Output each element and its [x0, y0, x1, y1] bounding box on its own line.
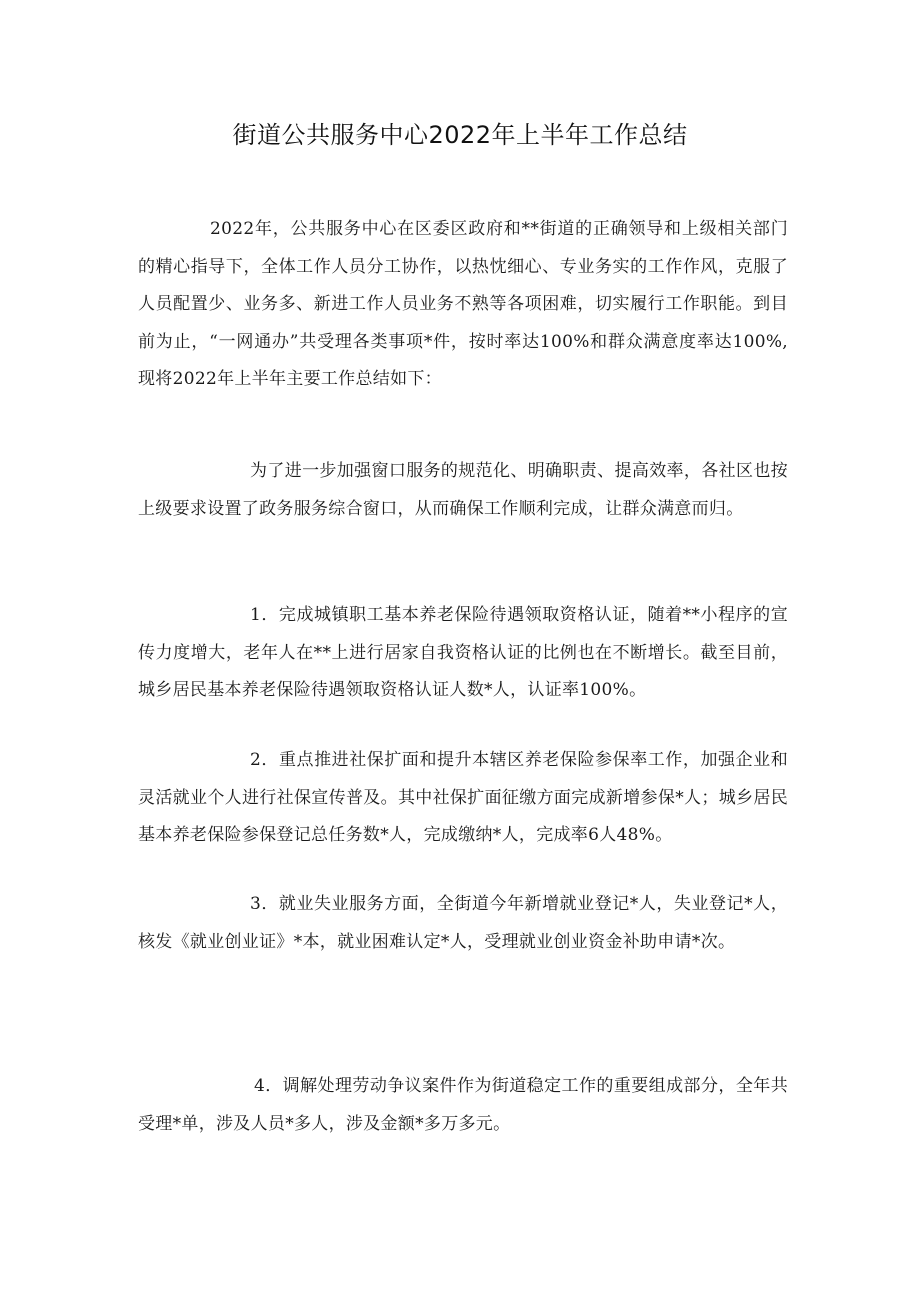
paragraph-item-2: 2．重点推进社保扩面和提升本辖区养老保险参保率工作，加强企业和灵活就业个人进行社保宣传普及。其中社保扩面征缴方面完成新增参保*人；城乡居民基本养老保险参保登记总任务数*人，完成缴纳*人，完成率6人48%。	[138, 750, 788, 846]
paragraph-item-3: 3．就业失业服务方面，全街道今年新增就业登记*人，失业登记*人，核发《就业创业证》*本，就业困难认定*人，受理就业创业资金补助申请*次。	[138, 894, 788, 952]
paragraph-item-4: 4．调解处理劳动争议案件作为街道稳定工作的重要组成部分，全年共受理*单，涉及人员*多人，涉及金额*多万多元。	[138, 1076, 788, 1134]
paragraph-window-service: 为了进一步加强窗口服务的规范化、明确职责、提高效率，各社区也按上级要求设置了政务服务综合窗口，从而确保工作顺利完成，让群众满意而归。	[138, 461, 788, 519]
document-title: 街道公共服务中心2022年上半年工作总结	[232, 121, 688, 149]
paragraph-intro: 2022年，公共服务中心在区委区政府和**街道的正确领导和上级相关部门的精心指导下，全体工作人员分工协作，以热忱细心、专业务实的工作作风，克服了人员配置少、业务多、新进工作人员业务不熟等各项困难，切实履行工作职能。到目前为止，“一网通办”共受理各类事项*件，按时率达100%和群众满意度率达100%,现将2022年上半年主要工作总结如下：	[138, 219, 788, 390]
paragraph-item-1: 1．完成城镇职工基本养老保险待遇领取资格认证，随着**小程序的宣传力度增大，老年人在**上进行居家自我资格认证的比例也在不断增长。截至目前，城乡居民基本养老保险待遇领取资格认证人数*人，认证率100%。	[138, 605, 788, 701]
